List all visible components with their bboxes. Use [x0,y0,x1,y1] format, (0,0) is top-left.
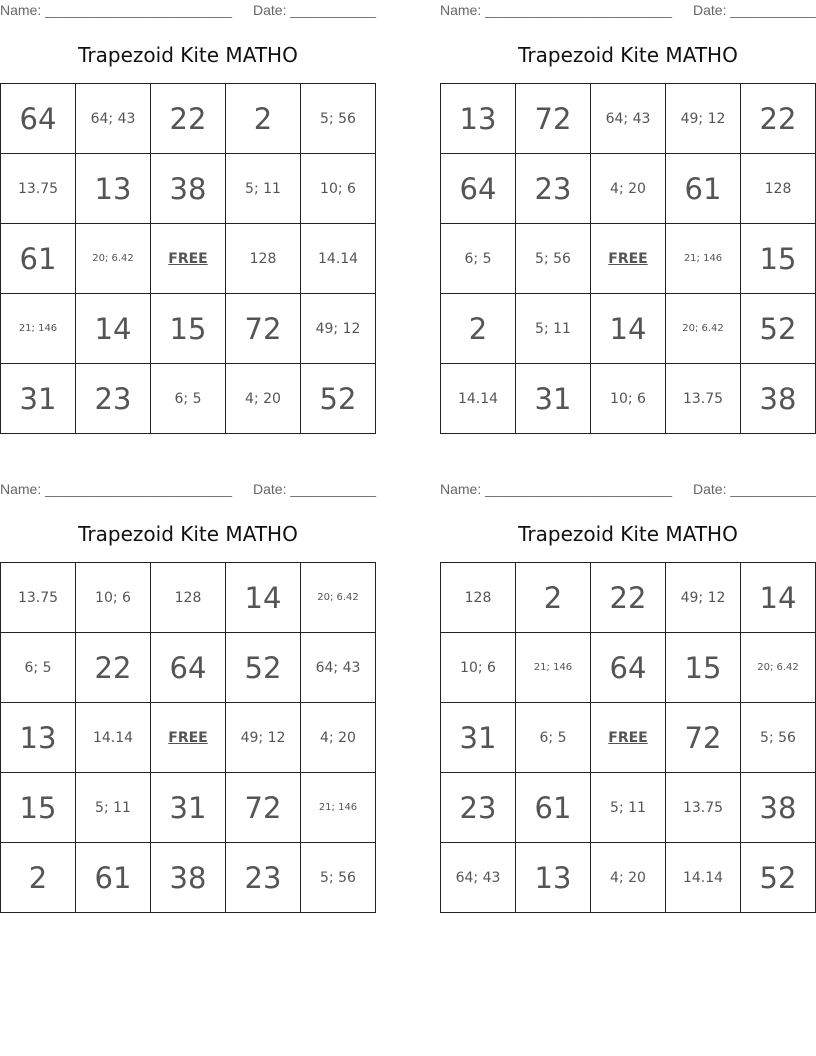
grid-cell: 2 [441,294,516,364]
grid-row [1,843,376,913]
grid-cell: 31 [1,364,76,434]
grid-cell: 61 [1,224,76,294]
grid-cell: 5; 56 [301,84,376,154]
grid-row [441,773,816,843]
grid-cell: 22 [741,84,816,154]
grid-cell: 4; 20 [591,843,666,913]
date-field: Date: ___________ [253,2,376,18]
grid-cell: 15 [1,773,76,843]
grid-cell: 31 [516,364,591,434]
bingo-card-1 [0,0,376,432]
grid-cell: 52 [301,364,376,434]
bingo-grid [0,562,376,913]
grid-cell: 14.14 [666,843,741,913]
grid-cell: 10; 6 [591,364,666,434]
grid-cell: 5; 11 [226,154,301,224]
grid-cell: 22 [76,633,151,703]
card-title: Trapezoid Kite MATHO [518,522,738,546]
grid-cell: 23 [516,154,591,224]
grid-cell: 72 [226,294,301,364]
grid-cell: 61 [76,843,151,913]
grid-cell: 64 [1,84,76,154]
grid-cell: 38 [741,773,816,843]
grid-cell: 49; 12 [301,294,376,364]
grid-cell: 38 [151,843,226,913]
grid-cell: 14 [76,294,151,364]
free-space-cell: FREE [591,703,666,773]
name-field: Name: ________________________ [0,2,232,18]
free-space-cell: FREE [151,224,226,294]
grid-row [1,773,376,843]
grid-cell: 31 [151,773,226,843]
grid-cell: 15 [666,633,741,703]
grid-row [441,633,816,703]
grid-cell: 72 [666,703,741,773]
bingo-card-4 [440,479,816,911]
grid-cell: 21; 146 [301,773,376,843]
grid-row [1,84,376,154]
grid-cell: 5; 56 [741,703,816,773]
grid-cell: 64 [151,633,226,703]
free-space-cell: FREE [151,703,226,773]
grid-cell: 61 [516,773,591,843]
grid-cell: 64 [591,633,666,703]
grid-cell: 72 [516,84,591,154]
bingo-grid [0,83,376,434]
grid-cell: 23 [441,773,516,843]
grid-cell: 4; 20 [301,703,376,773]
grid-cell: 4; 20 [226,364,301,434]
grid-row [441,224,816,294]
grid-cell: 6; 5 [516,703,591,773]
card-title: Trapezoid Kite MATHO [518,43,738,67]
grid-cell: 14 [741,563,816,633]
grid-cell: 20; 6.42 [301,563,376,633]
grid-cell: 22 [591,563,666,633]
grid-cell: 13.75 [666,773,741,843]
grid-cell: 52 [226,633,301,703]
grid-cell: 6; 5 [441,224,516,294]
grid-cell: 49; 12 [666,84,741,154]
grid-cell: 31 [441,703,516,773]
date-field: Date: ___________ [693,2,816,18]
grid-cell: 10; 6 [301,154,376,224]
grid-cell: 13 [441,84,516,154]
grid-cell: 52 [741,294,816,364]
card-title: Trapezoid Kite MATHO [78,522,298,546]
grid-cell: 38 [741,364,816,434]
grid-cell: 23 [76,364,151,434]
grid-cell: 4; 20 [591,154,666,224]
grid-cell: 15 [741,224,816,294]
grid-cell: 2 [516,563,591,633]
date-field: Date: ___________ [253,481,376,497]
grid-row [441,843,816,913]
grid-cell: 5; 11 [516,294,591,364]
grid-cell: 14.14 [441,364,516,434]
grid-cell: 64; 43 [591,84,666,154]
grid-cell: 13 [1,703,76,773]
grid-cell: 14 [591,294,666,364]
grid-cell: 15 [151,294,226,364]
grid-cell: 6; 5 [1,633,76,703]
grid-cell: 64; 43 [441,843,516,913]
grid-cell: 13.75 [1,154,76,224]
bingo-card-2 [440,0,816,432]
grid-cell: 21; 146 [666,224,741,294]
grid-cell: 38 [151,154,226,224]
grid-row [441,364,816,434]
grid-cell: 128 [151,563,226,633]
grid-cell: 21; 146 [516,633,591,703]
grid-cell: 21; 146 [1,294,76,364]
grid-cell: 5; 56 [301,843,376,913]
grid-cell: 128 [741,154,816,224]
grid-row [1,224,376,294]
grid-cell: 2 [226,84,301,154]
grid-cell: 13 [76,154,151,224]
grid-row [1,633,376,703]
grid-cell: 52 [741,843,816,913]
name-field: Name: ________________________ [0,481,232,497]
grid-cell: 22 [151,84,226,154]
grid-row [1,154,376,224]
grid-cell: 128 [226,224,301,294]
name-field: Name: ________________________ [440,481,672,497]
grid-cell: 64; 43 [76,84,151,154]
grid-cell: 14 [226,563,301,633]
grid-cell: 64; 43 [301,633,376,703]
grid-row [1,563,376,633]
grid-cell: 13.75 [1,563,76,633]
grid-row [1,703,376,773]
grid-cell: 20; 6.42 [76,224,151,294]
grid-cell: 2 [1,843,76,913]
grid-cell: 23 [226,843,301,913]
grid-cell: 5; 11 [591,773,666,843]
grid-row [441,294,816,364]
grid-cell: 10; 6 [76,563,151,633]
bingo-grid [440,83,816,434]
grid-row [441,84,816,154]
grid-row [441,703,816,773]
grid-cell: 72 [226,773,301,843]
grid-row [1,294,376,364]
grid-cell: 6; 5 [151,364,226,434]
grid-cell: 10; 6 [441,633,516,703]
grid-cell: 5; 11 [76,773,151,843]
grid-cell: 20; 6.42 [741,633,816,703]
bingo-card-3 [0,479,376,911]
grid-cell: 20; 6.42 [666,294,741,364]
grid-cell: 128 [441,563,516,633]
grid-cell: 14.14 [76,703,151,773]
card-title: Trapezoid Kite MATHO [78,43,298,67]
grid-cell: 49; 12 [666,563,741,633]
grid-cell: 64 [441,154,516,224]
grid-row [441,154,816,224]
grid-row [441,563,816,633]
grid-cell: 49; 12 [226,703,301,773]
grid-cell: 14.14 [301,224,376,294]
free-space-cell: FREE [591,224,666,294]
name-field: Name: ________________________ [440,2,672,18]
grid-cell: 61 [666,154,741,224]
grid-cell: 13 [516,843,591,913]
bingo-grid [440,562,816,913]
grid-row [1,364,376,434]
grid-cell: 13.75 [666,364,741,434]
date-field: Date: ___________ [693,481,816,497]
grid-cell: 5; 56 [516,224,591,294]
